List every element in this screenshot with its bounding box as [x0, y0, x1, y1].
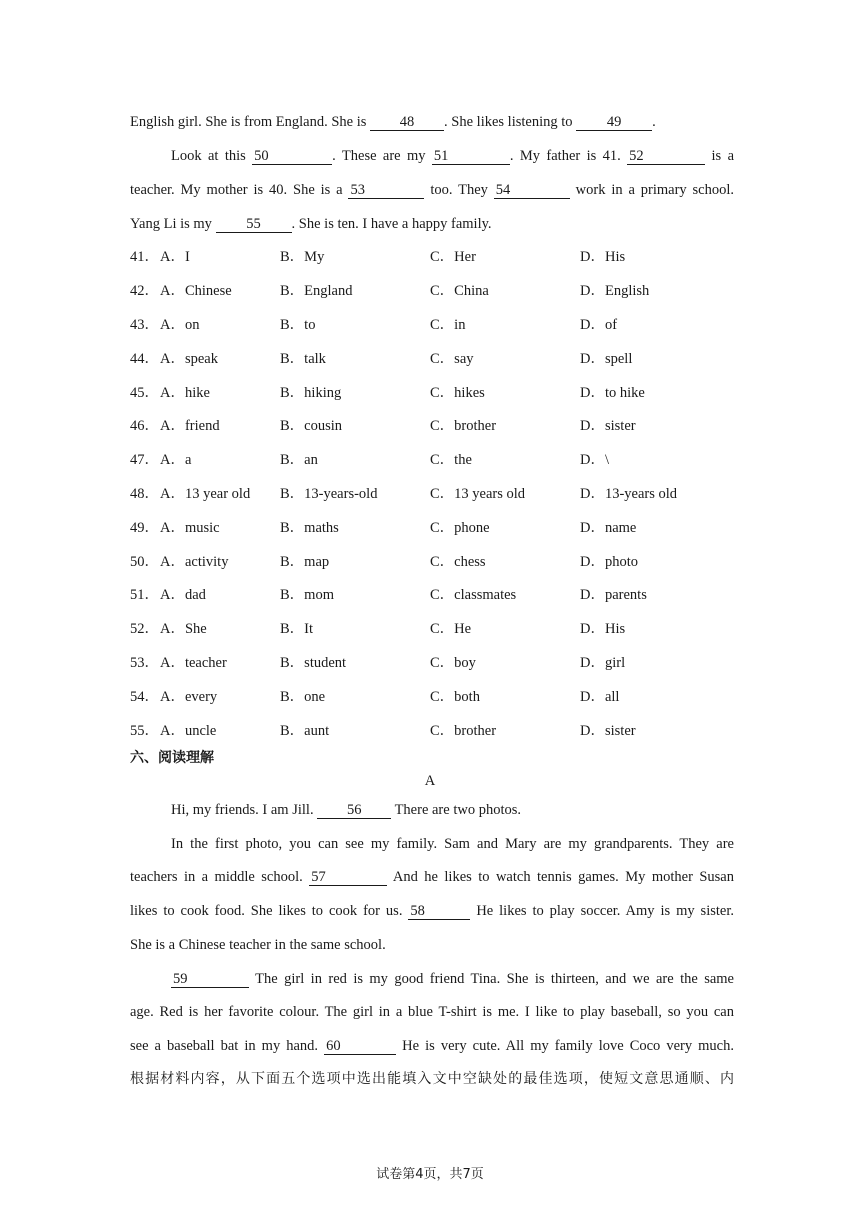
passage-text: The girl in red is my good friend Tina. She is thirteen, and we are the same	[249, 971, 734, 987]
option-a: A．hike	[160, 385, 210, 401]
passage-text: Hi, my friends. I am Jill.	[171, 802, 318, 818]
option-b: B．My	[280, 249, 325, 265]
answer-blank-58: 58	[408, 904, 470, 920]
passage-line-2	[171, 146, 734, 166]
passage-text: work in a primary school.	[569, 182, 735, 198]
option-d: D．name	[580, 520, 637, 536]
question-row-48	[130, 484, 750, 504]
passage-text: . My father is 41.	[509, 148, 628, 164]
passage-title: A	[424, 773, 436, 789]
answer-blank-60: 60	[324, 1039, 396, 1055]
question-row-52	[130, 619, 750, 639]
question-number: 52．	[130, 621, 159, 637]
option-a: A．every	[160, 689, 218, 705]
page-footer: 试卷第4页，共7页	[376, 1167, 484, 1182]
question-row-44	[130, 349, 750, 369]
passage-line-4	[130, 214, 734, 234]
reading-line-2: In the first photo, you can see my family. Sam and Mary are my grandparents. They are	[171, 836, 734, 852]
option-a: A．teacher	[160, 655, 227, 671]
option-a: A．She	[160, 621, 207, 637]
passage-text: . She likes listening to	[444, 114, 577, 130]
option-c: C．Her	[430, 249, 476, 265]
answer-blank-57: 57	[309, 870, 387, 886]
option-d: D．sister	[580, 723, 636, 739]
option-c: C．in	[430, 317, 466, 333]
question-number: 46．	[130, 418, 159, 434]
passage-text: He likes to play soccer. Amy is my sister.	[470, 903, 734, 919]
option-b: B．England	[280, 283, 353, 299]
question-number: 44．	[130, 351, 159, 367]
question-row-42	[130, 281, 750, 301]
question-number: 43．	[130, 317, 159, 333]
passage-text: Yang Li is my	[130, 216, 216, 232]
reading-line-4	[130, 901, 734, 921]
option-d: D．all	[580, 689, 620, 705]
question-row-54	[130, 687, 750, 707]
question-row-45	[130, 383, 750, 403]
question-number: 48．	[130, 486, 159, 502]
passage-text: see a baseball bat in my hand.	[130, 1038, 325, 1054]
answer-blank-56: 56	[317, 803, 391, 819]
option-d: D．\	[580, 452, 609, 468]
option-c: C．hikes	[430, 385, 485, 401]
option-b: B．mom	[280, 587, 334, 603]
answer-blank-51: 51	[432, 149, 510, 165]
option-d: D．spell	[580, 351, 633, 367]
passage-text: . These are my	[332, 148, 432, 164]
passage-text: And he likes to watch tennis games. My mother Susan	[387, 869, 734, 885]
option-a: A．friend	[160, 418, 220, 434]
option-d: D．His	[580, 249, 626, 265]
reading-line-8	[130, 1036, 734, 1056]
option-b: B．hiking	[280, 385, 342, 401]
option-c: C．He	[430, 621, 472, 637]
option-b: B．to	[280, 317, 316, 333]
option-c: C．the	[430, 452, 472, 468]
option-a: A．music	[160, 520, 220, 536]
reading-line-1	[171, 800, 734, 820]
answer-blank-50: 50	[252, 149, 332, 165]
option-b: B．one	[280, 689, 326, 705]
option-d: D．of	[580, 317, 618, 333]
answer-blank-48: 48	[370, 115, 444, 131]
option-a: A．Chinese	[160, 283, 232, 299]
question-number: 51．	[130, 587, 159, 603]
question-row-46	[130, 416, 750, 436]
passage-text: teacher. My mother is 40. She is a	[130, 182, 349, 198]
answer-blank-54: 54	[494, 183, 570, 199]
answer-blank-55: 55	[216, 217, 292, 233]
option-d: D．English	[580, 283, 650, 299]
reading-line-5: She is a Chinese teacher in the same school.	[130, 937, 386, 953]
option-c: C．say	[430, 351, 474, 367]
option-c: C．boy	[430, 655, 476, 671]
question-row-53	[130, 653, 750, 673]
reading-line-7: age. Red is her favorite colour. The girl in a blue T-shirt is me. I like to play baseball, so you can	[130, 1004, 734, 1020]
passage-text: is a	[705, 148, 735, 164]
option-b: B．an	[280, 452, 318, 468]
passage-text: .	[652, 114, 656, 130]
instruction-text: 根据材料内容，从下面五个选项中选出能填入文中空缺处的最佳选项，使短文意思通顺、内	[130, 1071, 734, 1087]
passage-text: He is very cute. All my family love Coco very much.	[396, 1038, 734, 1054]
option-b: B．cousin	[280, 418, 343, 434]
option-c: C．both	[430, 689, 480, 705]
option-c: C．brother	[430, 418, 497, 434]
option-b: B．map	[280, 554, 330, 570]
option-a: A．speak	[160, 351, 218, 367]
option-d: D．to hike	[580, 385, 645, 401]
question-number: 41．	[130, 249, 159, 265]
option-b: B．maths	[280, 520, 339, 536]
reading-line-6	[171, 969, 734, 989]
question-number: 49．	[130, 520, 159, 536]
option-c: C．chess	[430, 554, 486, 570]
passage-text: Look at this	[171, 148, 253, 164]
option-a: A．a	[160, 452, 192, 468]
answer-blank-49: 49	[576, 115, 652, 131]
question-row-50	[130, 552, 750, 572]
question-number: 47．	[130, 452, 159, 468]
option-b: B．student	[280, 655, 347, 671]
option-a: A．uncle	[160, 723, 217, 739]
question-number: 45．	[130, 385, 159, 401]
option-c: C．13 years old	[430, 486, 526, 502]
answer-blank-59: 59	[171, 972, 249, 988]
option-b: B．It	[280, 621, 314, 637]
passage-text: English girl. She is from England. She is	[130, 114, 371, 130]
option-d: D．sister	[580, 418, 636, 434]
passage-text: teachers in a middle school.	[130, 869, 310, 885]
question-number: 42．	[130, 283, 159, 299]
question-row-51	[130, 585, 750, 605]
option-d: D．His	[580, 621, 626, 637]
option-a: A．I	[160, 249, 190, 265]
passage-line-1	[130, 112, 734, 132]
option-d: D．parents	[580, 587, 647, 603]
option-c: C．phone	[430, 520, 490, 536]
question-number: 50．	[130, 554, 159, 570]
question-number: 53．	[130, 655, 159, 671]
passage-text: likes to cook food. She likes to cook for us.	[130, 903, 409, 919]
option-b: B．aunt	[280, 723, 330, 739]
question-row-55	[130, 721, 750, 741]
passage-text: too. They	[424, 182, 494, 198]
option-d: D．photo	[580, 554, 638, 570]
section-title: 六、阅读理解	[130, 750, 214, 766]
option-d: D．13-years old	[580, 486, 678, 502]
option-c: C．China	[430, 283, 489, 299]
option-a: A．dad	[160, 587, 206, 603]
option-b: B．talk	[280, 351, 326, 367]
option-c: C．classmates	[430, 587, 517, 603]
question-row-49	[130, 518, 750, 538]
option-c: C．brother	[430, 723, 497, 739]
question-row-43	[130, 315, 750, 335]
question-number: 54．	[130, 689, 159, 705]
option-d: D．girl	[580, 655, 626, 671]
answer-blank-53: 53	[348, 183, 424, 199]
question-row-47	[130, 450, 750, 470]
passage-text: . She is ten. I have a happy family.	[291, 216, 492, 232]
passage-text: There are two photos.	[391, 802, 521, 818]
passage-line-3	[130, 180, 734, 200]
option-b: B．13-years-old	[280, 486, 378, 502]
question-number: 55．	[130, 723, 159, 739]
question-row-41	[130, 247, 750, 267]
option-a: A．activity	[160, 554, 229, 570]
option-a: A．13 year old	[160, 486, 251, 502]
answer-blank-52: 52	[627, 149, 705, 165]
reading-line-3	[130, 867, 734, 887]
option-a: A．on	[160, 317, 200, 333]
